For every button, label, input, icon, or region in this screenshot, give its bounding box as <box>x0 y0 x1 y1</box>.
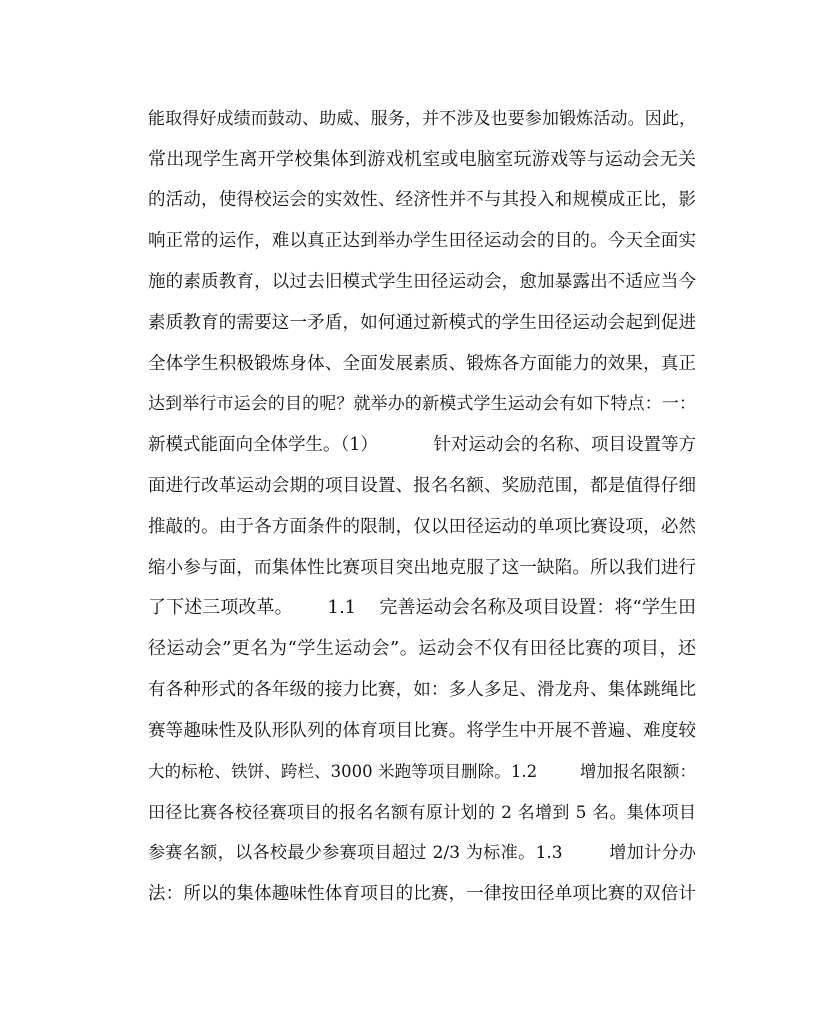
text-line-10: 面进行改革运动会期的项目设置、报名名额、奖励范围，都是值得仔细 <box>148 476 696 496</box>
text-line-15: 有各种形式的各年级的接力比赛，如：多人多足、滑龙舟、集体跳绳比 <box>148 680 696 700</box>
text-line-3: 的活动，使得校运会的实效性、经济性并不与其投入和规模成正比，影 <box>148 190 696 210</box>
text-line-17: 大的标枪、铁饼、跨栏、3000 米跑等项目删除。1.2 增加报名限额： <box>148 762 696 781</box>
text-line-19: 参赛名额，以各校最少参赛项目超过 2/3 为标准。1.3 增加计分办 <box>148 843 696 863</box>
text-line-14: 径运动会”更名为“学生运动会”。运动会不仅有田径比赛的项目，还 <box>148 638 696 659</box>
text-line-9: 新模式能面向全体学生。（1） 针对运动会的名称、项目设置等方 <box>148 435 697 455</box>
text-line-18: 田径比赛各校径赛项目的报名名额有原计划的 2 名增到 5 名。集体项目 <box>148 803 696 823</box>
text-line-4: 响正常的运作，难以真正达到举办学生田径运动会的目的。今天全面实 <box>148 231 696 251</box>
text-line-12: 缩小参与面，而集体性比赛项目突出地克服了这一缺陷。所以我们进行 <box>148 558 696 578</box>
text-line-5: 施的素质教育，以过去旧模式学生田径运动会，愈加暴露出不适应当今 <box>148 272 696 292</box>
text-line-2: 常出现学生离开学校集体到游戏机室或电脑室玩游戏等与运动会无关 <box>148 149 696 170</box>
text-line-1: 能取得好成绩而鼓动、助威、服务，并不涉及也要参加锻炼活动。因此， <box>148 109 696 129</box>
text-line-11: 推敲的。由于各方面条件的限制，仅以田径运动的单项比赛设项，必然 <box>148 517 696 537</box>
text-line-16: 赛等趣味性及队形队列的体育项目比赛。将学生中开展不普遍、难度较 <box>148 721 696 741</box>
text-line-20: 法：所以的集体趣味性体育项目的比赛，一律按田径单项比赛的双倍计 <box>148 884 696 904</box>
text-line-6: 素质教育的需要这一矛盾，如何通过新模式的学生田径运动会起到促进 <box>148 313 696 333</box>
text-line-8: 达到举行市运会的目的呢？就举办的新模式学生运动会有如下特点：一： <box>148 394 696 414</box>
text-line-7: 全体学生积极锻炼身体、全面发展素质、锻炼各方面能力的效果，真正 <box>148 354 696 374</box>
text-line-13: 了下述三项改革。 1.1 完善运动会名称及项目设置：将“学生田 <box>148 597 696 618</box>
